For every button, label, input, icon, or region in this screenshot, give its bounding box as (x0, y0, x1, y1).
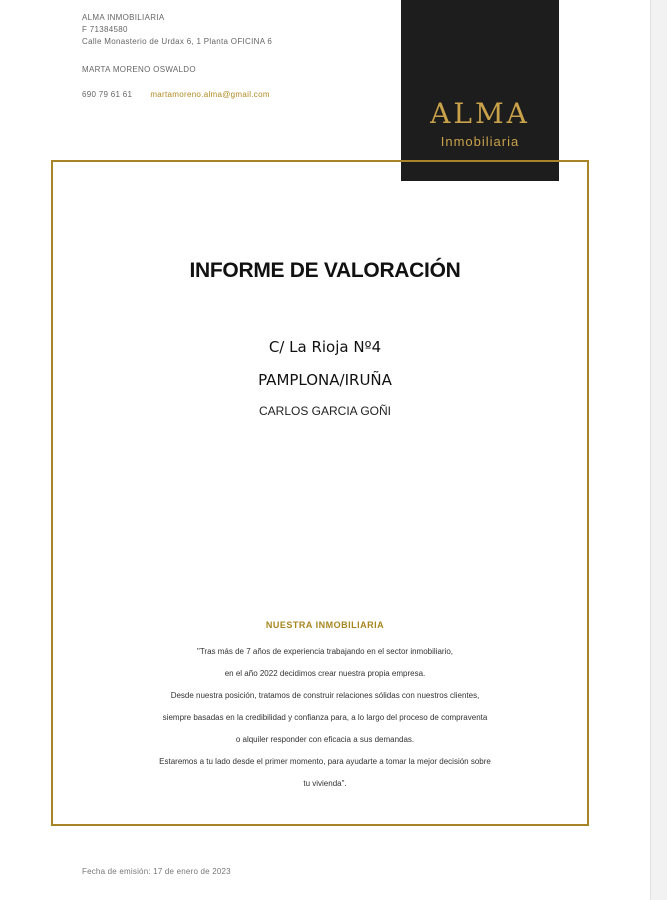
about-line: en el año 2022 decidimos crear nuestra propia empresa. (224, 669, 426, 678)
property-address: C/ La Rioja Nº4 (268, 338, 382, 356)
about-line: Estaremos a tu lado desde el primer momento, para ayudarte a tomar la mejor decisión sobre (159, 757, 491, 766)
logo-subtitle: Inmobiliaria (440, 134, 520, 149)
page-edge (650, 0, 667, 900)
client-name: CARLOS GARCIA GOÑI (258, 404, 392, 418)
company-logo (401, 0, 559, 181)
company-nif: F 71384580 (82, 25, 128, 34)
issue-date: Fecha de emisión: 17 de enero de 2023 (82, 867, 231, 876)
company-name: ALMA INMOBILIARIA (82, 13, 165, 22)
about-line: tu vivienda". (303, 779, 347, 788)
about-line: "Tras más de 7 años de experiencia trabajando en el sector inmobiliario, (196, 647, 453, 656)
report-title: INFORME DE VALORACIÓN (189, 259, 461, 282)
about-line: siempre basadas en la credibilidad y confianza para, a lo largo del proceso de compraventa (162, 713, 488, 722)
agent-name: MARTA MORENO OSWALDO (82, 65, 196, 74)
logo-name: ALMA (430, 97, 530, 130)
about-heading: NUESTRA INMOBILIARIA (265, 620, 385, 630)
agent-email: martamoreno.alma@gmail.com (150, 90, 270, 99)
property-city: PAMPLONA/IRUÑA (258, 371, 392, 389)
about-line: Desde nuestra posición, tratamos de construir relaciones sólidas con nuestros clientes, (170, 691, 480, 700)
agent-phone: 690 79 61 61 (82, 90, 133, 99)
about-paragraph (75, 641, 575, 795)
about-line: o alquiler responder con eficacia a sus demandas. (235, 735, 415, 744)
company-street: Calle Monasterio de Urdax 6, 1 Planta OFICINA 6 (82, 37, 273, 46)
letterhead (82, 12, 272, 101)
contact-row (82, 89, 272, 101)
